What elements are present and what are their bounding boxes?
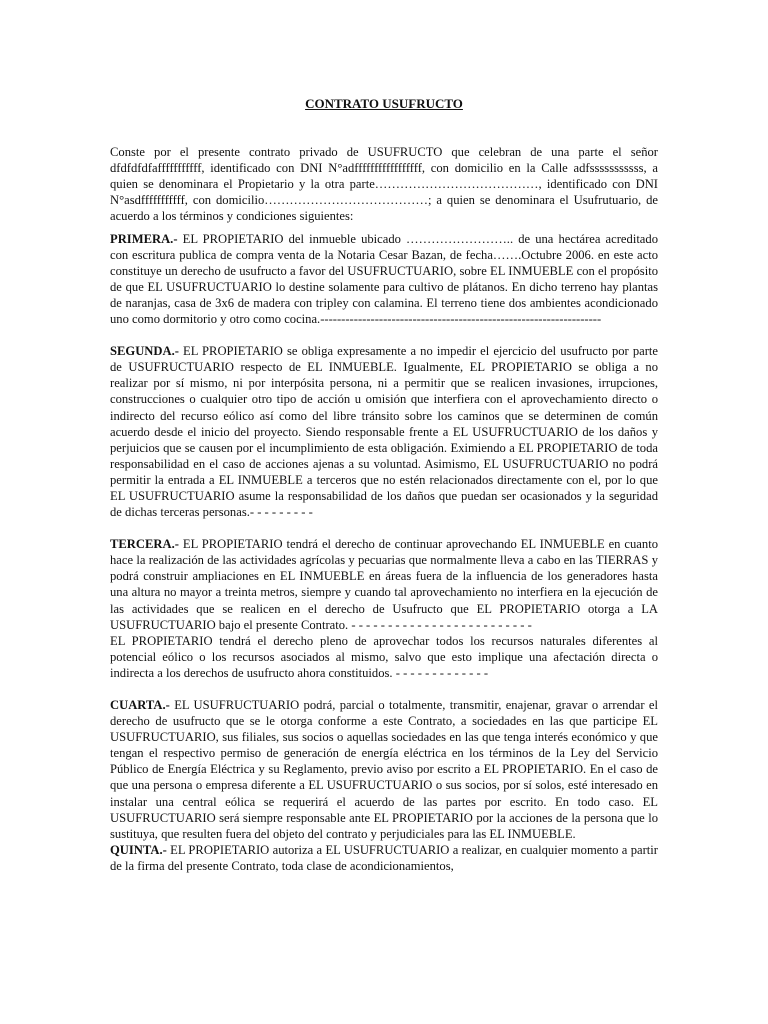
intro-paragraph: Conste por el presente contrato privado de USUFRUCTO que celebran de una parte el señor dfdfdfdfafffffffffff, identificado con DNI N°adfffffffffffffffff, con domicilio en la Calle adfsssssssssss, a quien se denominara el Propietario y la otra parte…………………………………, identificado con DNI N°asdfffffffffff, con domicilio…………………………………; a quien se denominara el Usufrutuario, de acuerdo a los términos y condiciones siguientes:: [110, 145, 658, 224]
clause-tercera: [110, 536, 658, 633]
clause-heading: SEGUNDA.-: [110, 344, 179, 359]
clause-tercera-continued: [110, 633, 658, 681]
clause-text: EL PROPIETARIO autoriza a EL USUFRUCTUARIO a realizar, en cualquier momento a partir de la firma del presente Contrato, toda clase de acondicionamientos,: [110, 842, 658, 873]
clause-heading: CUARTA.-: [110, 698, 170, 712]
clause-primera: [110, 231, 658, 328]
clause-text: EL PROPIETARIO se obliga expresamente a no impedir el ejercicio del usufructo por parte de USUFRUCTUARIO respecto de EL INMUEBLE. Igualmente, EL PROPIETARIO se obliga a no realizar por sí mismo, ni por interpósita persona, ni a permitir que se realicen invasiones, irrupciones, construcciones o cualquier otro tipo de acción u omisión que interfiera con el aprovechamiento directo o indirecto del recurso eólico así como del libre tránsito sobre los caminos que se determinen de común acuerdo desde el inicio del proyecto. Siendo responsable frente a EL USUFRUCTUARIO de los daños y perjuicios que se causen por el incumplimiento de esta obligación. Eximiendo a EL PROPIETARIO de toda responsabilidad en el caso de acciones ajenas a su voluntad. Asimismo, EL USUFRUCTUARIO no podrá permitir la entrada a EL INMUEBLE a terceros que no estén relacionados directamente con el, por lo que EL USUFRUCTUARIO asume la responsabilidad de los daños que puedan ser ocasionados y la seguridad de dichas terceras personas.- - - - - - - - -: [110, 344, 658, 520]
clause-cuarta: [110, 697, 658, 842]
clause-heading: QUINTA.-: [110, 842, 167, 857]
clause-text: EL PROPIETARIO tendrá el derecho de continuar aprovechando EL INMUEBLE en cuanto hace la realización de las actividades agrícolas y pecuarias que normalmente lleva a cabo en las TIERRAS y podrá construir ampliaciones en EL INMUEBLE en áreas fuera de la influencia de los generadores hasta una altura no mayor a treinta metros, siempre y cuando tal aprovechamiento no interfiera en la ejecución de las actividades que se realicen en el derecho de Usufructo que EL PROPIETARIO otorga a LA USUFRUCTUARIO bajo el presente Contrato. - - - - - - - - - - - - - - - - - - - - - - - - -: [110, 537, 658, 632]
clause-segunda: [110, 343, 658, 520]
document-page: [110, 96, 658, 874]
clause-quinta: [110, 842, 658, 874]
clause-heading: PRIMERA.-: [110, 231, 178, 246]
clause-heading: TERCERA.-: [110, 537, 179, 552]
clause-text: EL PROPIETARIO del inmueble ubicado …………………….. de una hectárea acreditado con escritura publica de compra venta de la Notaria Cesar Bazan, de fecha…….Octubre 2006. en este acto constituye un derecho de usufructo a favor del USUFRUCTUARIO, sobre EL INMUEBLE con el propósito de que EL USUFRUCTUARIO lo destine solamente para cultivo de plátanos. En dicho terreno hay plantas de naranjas, casa de 3x6 de madera con tripley con calamina. El terreno tiene dos ambientes acondicionado uno como dormitorio y otro como cocina.-------------------------------------------------------------------: [110, 231, 658, 327]
clause-text: EL PROPIETARIO tendrá el derecho pleno de aprovechar todos los recursos naturales diferentes al potencial eólico o los recursos asociados al mismo, salvo que esto implique una afectación directa o indirecta a los derechos de usufructo ahora constituidos. - - - - - - - - - - - - -: [110, 633, 658, 680]
document-title: CONTRATO USUFRUCTO: [305, 96, 463, 111]
clause-text: EL USUFRUCTUARIO podrá, parcial o totalmente, transmitir, enajenar, gravar o arrendar el derecho de usufructo que se le otorga conforme a este Contrato, a sociedades en las que participe EL USUFRUCTUARIO, sus filiales, sus socios o aquellas sociedades en las que tenga interés económico y que tengan el respectivo permiso de generación de energía eléctrica en los términos de la Ley del Servicio Público de Energía Eléctrica y su Reglamento, previo aviso por escrito a EL PROPIETARIO. En el caso de que una persona o empresa diferente a EL USUFRUCTUARIO o sus socios, por sí solos, esté interesado en instalar una central eólica se requerirá el acuerdo de las partes por escrito. En todo caso. EL USUFRUCTUARIO será siempre responsable ante EL PROPIETARIO por la acciones de la persona que lo sustituya, que resulten fuera del objeto del contrato y perjudiciales para las EL INMUEBLE.: [110, 698, 658, 841]
